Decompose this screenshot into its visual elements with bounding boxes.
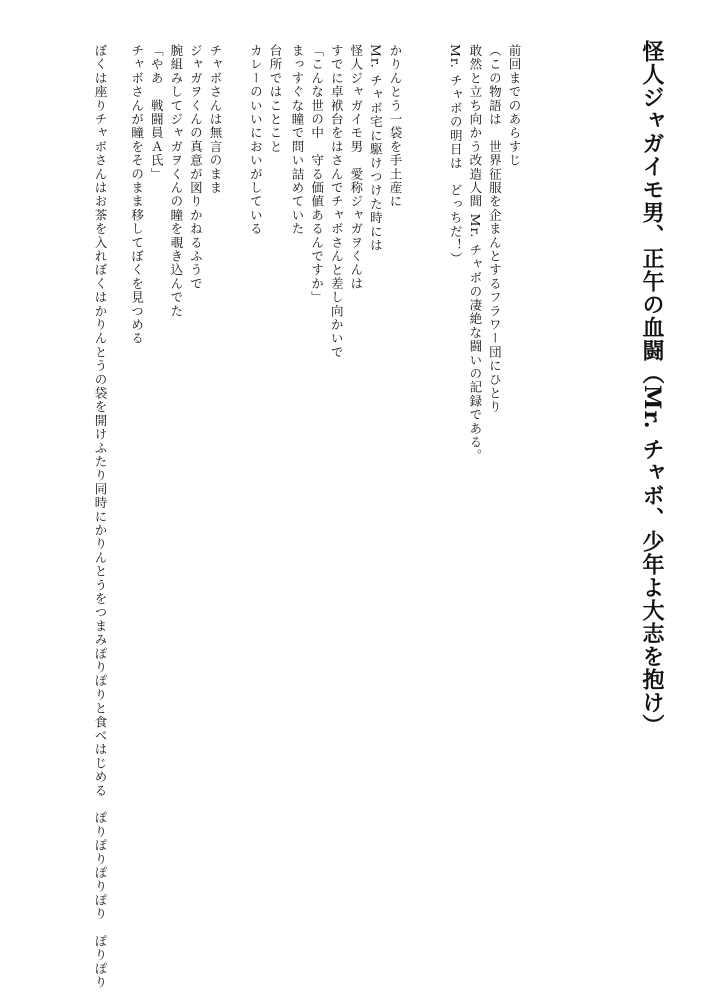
paragraph-karinto: ぼくは座りチャボさんはお茶を入れぼくはかりんとうの袋を開けふたり同時にかりんとうをつまみぽりぽりと食べはじめる ぽりぽりぽりぽり ぽりぽり bbox=[93, 44, 108, 990]
paragraph-silence: チャボさんは無言のまま ジャガヲくんの真意が図りかねるふうで 腕組みしてジャガヲくんの瞳を覗き込んでた 「やあ 戦闘員Ａ氏」 チャボさんが瞳をそのまま移してぼくを見つめる bbox=[129, 44, 223, 346]
paragraph-arrival: かりんとう一袋を手土産に Mr. チャボ宅に駆けつけた時には 怪人ジャガイモ男 愛称ジャガヲくんは すでに卓袱台をはさんでチャボさんと差し向かいで 「こんな世の中 守る価値あるんですか」 まっすぐな瞳で問い詰めていた bbox=[290, 44, 403, 360]
document-title: 怪人ジャガイモ男、正午の血闘（Mr. チャボ、少年よ大志を抱け） bbox=[639, 40, 665, 738]
paragraph-kitchen: 台所ではことこと カレーのいいにおいがしている bbox=[248, 44, 283, 236]
synopsis-block: 前回までのあらすじ （この物語は 世界征服を企まんとするフラワー団にひとり 敢然と立ち向かう改造人間 Mr. チャボの凄絶な闘いの記録である。 Mr. チャボの明日は どっちだ！） bbox=[448, 44, 522, 463]
